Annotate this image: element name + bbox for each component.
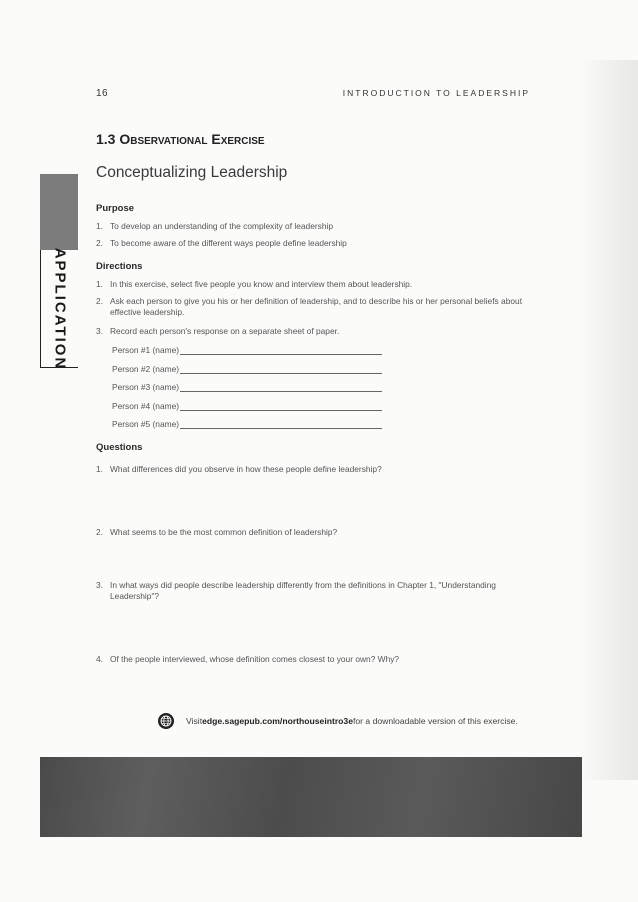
question-text: What seems to be the most common definition of leadership? bbox=[110, 527, 338, 537]
question-text: Of the people interviewed, whose definition comes closest to your own? Why? bbox=[110, 654, 400, 664]
question-item bbox=[96, 527, 536, 538]
person-entry bbox=[112, 382, 382, 392]
purpose-heading: Purpose bbox=[96, 203, 135, 214]
footer-bar bbox=[40, 757, 582, 837]
question-number: 1. bbox=[96, 464, 103, 474]
directions-item-number: 1. bbox=[96, 279, 103, 289]
directions-item-text: Ask each person to give you his or her definition of leadership, and to describe his or her personal beliefs about effective leadership. bbox=[110, 296, 523, 317]
globe-icon bbox=[158, 713, 174, 729]
section-number: 1.3 bbox=[96, 131, 116, 147]
person-label: Person #2 (name) bbox=[112, 364, 180, 374]
question-number: 2. bbox=[96, 527, 103, 537]
question-item bbox=[96, 654, 536, 665]
person-label: Person #4 (name) bbox=[112, 401, 180, 411]
person-name-line[interactable] bbox=[180, 402, 382, 411]
person-name-line[interactable] bbox=[180, 365, 382, 374]
directions-item-text: In this exercise, select five people you know and interview them about leadership. bbox=[110, 279, 413, 289]
purpose-item-number: 2. bbox=[96, 238, 103, 248]
directions-heading: Directions bbox=[96, 261, 143, 272]
side-tab-label: APPLICATION bbox=[51, 247, 68, 370]
question-item bbox=[96, 580, 536, 601]
question-number: 4. bbox=[96, 654, 103, 664]
section-title bbox=[96, 131, 265, 147]
directions-item bbox=[96, 296, 536, 317]
person-entry bbox=[112, 401, 382, 411]
person-name-line[interactable] bbox=[180, 383, 382, 392]
purpose-item-number: 1. bbox=[96, 221, 103, 231]
directions-item-text: Record each person's response on a separate sheet of paper. bbox=[110, 326, 340, 336]
question-text: What differences did you observe in how these people define leadership? bbox=[110, 464, 382, 474]
visit-line bbox=[158, 713, 518, 729]
directions-item-number: 2. bbox=[96, 296, 103, 306]
purpose-item bbox=[96, 238, 536, 249]
visit-url-link[interactable]: edge.sagepub.com/northouseintro3e bbox=[202, 716, 353, 726]
person-label: Person #3 (name) bbox=[112, 382, 180, 392]
purpose-item bbox=[96, 221, 536, 232]
side-tab bbox=[40, 247, 78, 370]
page-shadow bbox=[580, 60, 638, 780]
running-head: INTRODUCTION TO LEADERSHIP bbox=[342, 88, 530, 98]
page-number: 16 bbox=[96, 88, 109, 99]
visit-suffix: for a downloadable version of this exercise. bbox=[352, 716, 518, 726]
person-name-line[interactable] bbox=[180, 346, 382, 355]
directions-item bbox=[96, 279, 536, 290]
purpose-item-text: To become aware of the different ways people define leadership bbox=[110, 238, 347, 248]
person-entry bbox=[112, 364, 382, 374]
person-label: Person #5 (name) bbox=[112, 419, 180, 429]
question-number: 3. bbox=[96, 580, 103, 590]
person-entry bbox=[112, 419, 382, 429]
question-text: In what ways did people describe leadership differently from the definitions in Chapter 1, "Understanding Leadership"? bbox=[110, 580, 496, 601]
visit-prefix: Visit bbox=[186, 716, 203, 726]
section-title-text: Observational Exercise bbox=[119, 131, 265, 147]
person-entry bbox=[112, 345, 382, 355]
purpose-item-text: To develop an understanding of the complexity of leadership bbox=[110, 221, 334, 231]
side-tab-block bbox=[40, 174, 78, 250]
question-item bbox=[96, 464, 536, 475]
person-name-line[interactable] bbox=[180, 420, 382, 429]
questions-heading: Questions bbox=[96, 442, 143, 453]
person-label: Person #1 (name) bbox=[112, 345, 180, 355]
exercise-subtitle: Conceptualizing Leadership bbox=[96, 164, 288, 181]
directions-item bbox=[96, 326, 536, 337]
directions-item-number: 3. bbox=[96, 326, 103, 336]
